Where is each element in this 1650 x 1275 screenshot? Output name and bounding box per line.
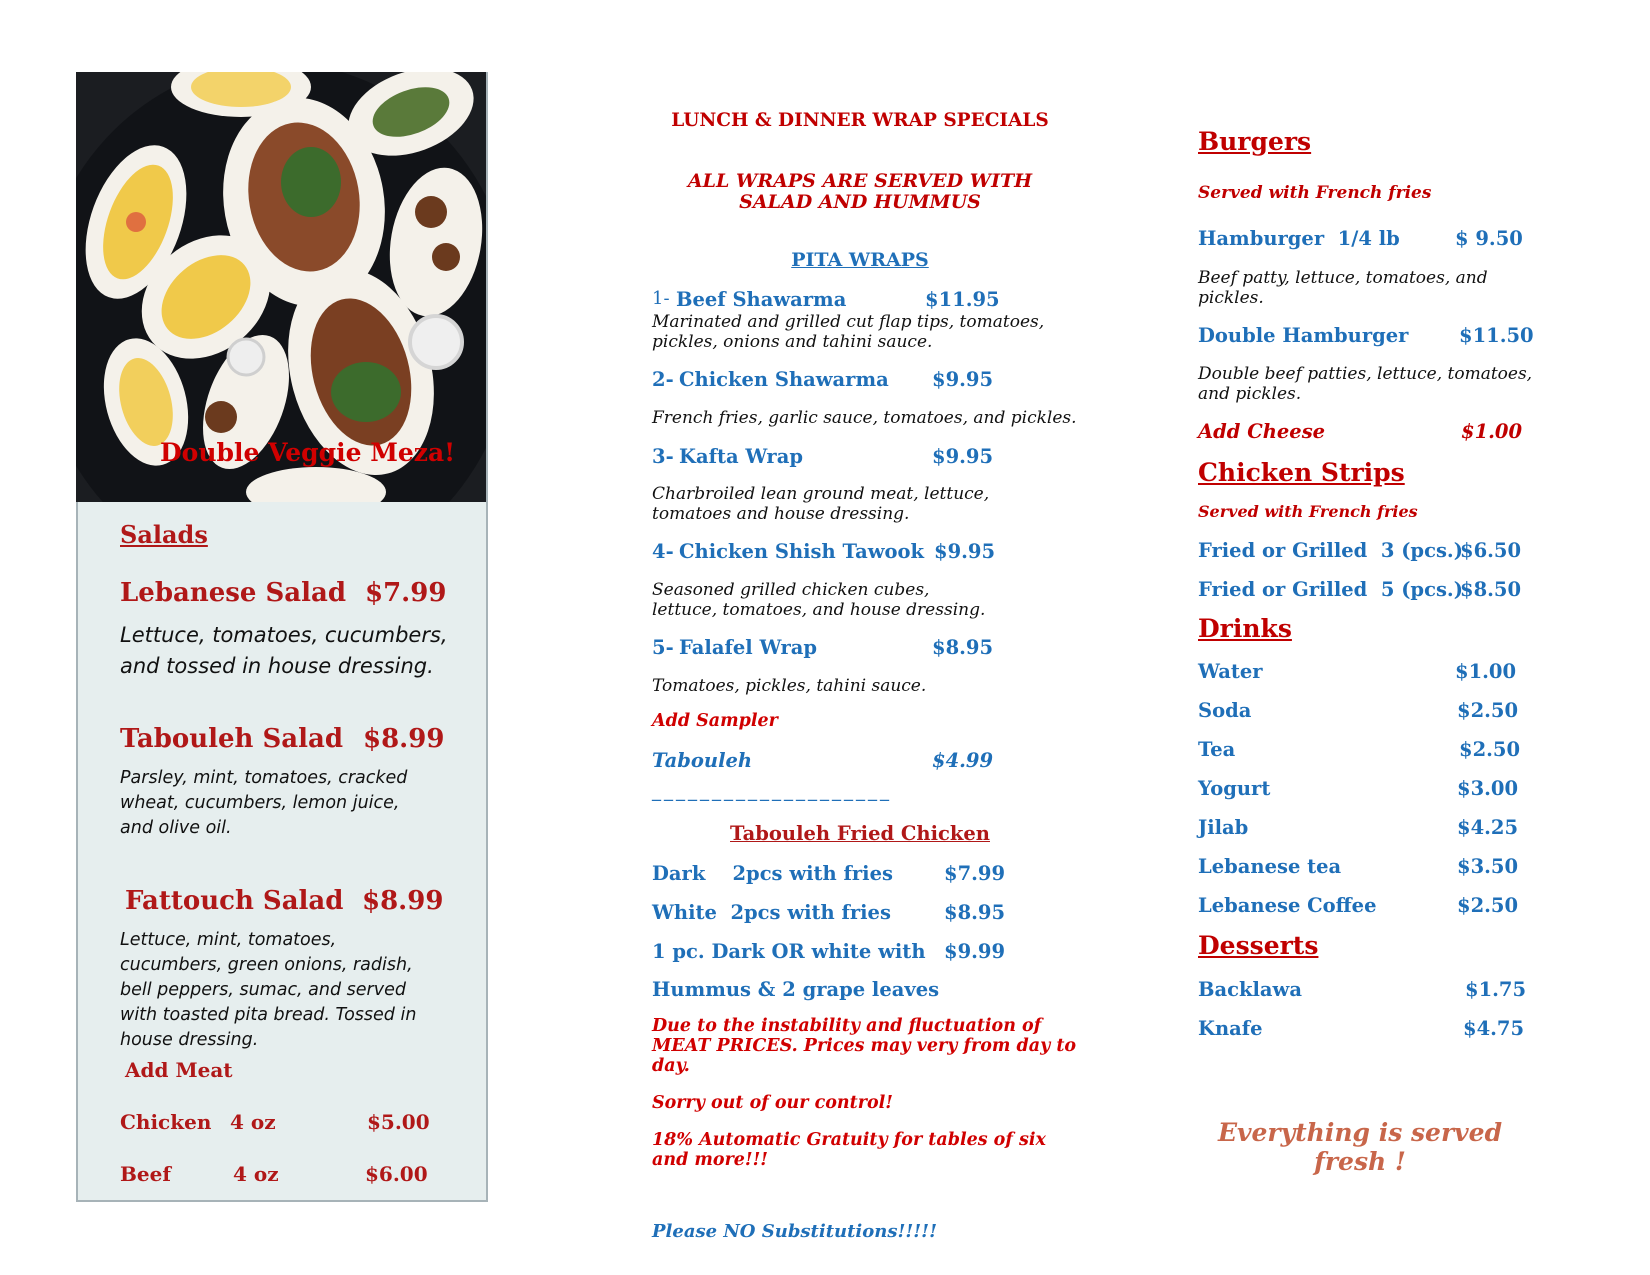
drink-lebanese-tea-price: $3.50 bbox=[1457, 855, 1519, 878]
center-subtitle-line2: SALAD AND HUMMUS bbox=[739, 191, 981, 213]
drink-jilab-price: $4.25 bbox=[1457, 816, 1519, 839]
add-chicken-price: $5.00 bbox=[367, 1110, 430, 1134]
wrap-5-price: $8.95 bbox=[932, 636, 994, 659]
fried-combo-name: 1 pc. Dark OR white with bbox=[652, 940, 926, 963]
drink-tea-name: Tea bbox=[1198, 738, 1236, 761]
pita-wraps-heading: PITA WRAPS bbox=[791, 249, 929, 271]
drink-yogurt-name: Yogurt bbox=[1198, 777, 1271, 800]
meat-price-notice: Due to the instability and fluctuation of MEAT PRICES. Prices may very from day to day. bbox=[652, 1016, 1077, 1076]
strips-5-name: Fried or Grilled 5 (pcs.) bbox=[1198, 578, 1463, 601]
fried-chicken-heading: Tabouleh Fried Chicken bbox=[730, 822, 990, 845]
fattouch-salad-name: Fattouch Salad bbox=[125, 886, 344, 916]
photo-caption: Double Veggie Meza! bbox=[160, 438, 456, 467]
strips-3-name: Fried or Grilled 3 (pcs.) bbox=[1198, 539, 1463, 562]
wrap-2-desc: French fries, garlic sauce, tomatoes, and pickles. bbox=[652, 408, 1077, 428]
gratuity-notice: 18% Automatic Gratuity for tables of six and more!!! bbox=[652, 1130, 1046, 1170]
fried-combo-line2: Hummus & 2 grape leaves bbox=[652, 978, 940, 1001]
dessert-knafe-price: $4.75 bbox=[1463, 1017, 1525, 1040]
dessert-backlawa-price: $1.75 bbox=[1465, 978, 1527, 1001]
fried-dark-name: Dark 2pcs with fries bbox=[652, 862, 893, 885]
wrap-4-num: 4- bbox=[652, 540, 674, 563]
lebanese-salad-price: $7.99 bbox=[365, 578, 447, 608]
wrap-2-num: 2- bbox=[652, 368, 674, 391]
desserts-heading: Desserts bbox=[1198, 931, 1319, 960]
fried-white-price: $8.95 bbox=[944, 901, 1006, 924]
add-cheese-label: Add Cheese bbox=[1198, 420, 1326, 443]
sampler-item: Tabouleh bbox=[652, 749, 753, 772]
add-chicken-name: Chicken bbox=[120, 1110, 212, 1134]
wrap-4-desc: Seasoned grilled chicken cubes, lettuce, tomatoes, and house dressing. bbox=[652, 580, 986, 620]
wrap-1-num: 1- bbox=[652, 288, 670, 309]
add-chicken-qty: 4 oz bbox=[230, 1110, 276, 1134]
lebanese-salad-name: Lebanese Salad bbox=[120, 578, 347, 608]
fried-dark-price: $7.99 bbox=[944, 862, 1006, 885]
double-hamburger-desc: Double beef patties, lettuce, tomatoes, and pickles. bbox=[1198, 364, 1533, 404]
drink-soda-price: $2.50 bbox=[1457, 699, 1519, 722]
drink-water-price: $1.00 bbox=[1455, 660, 1517, 683]
drink-jilab-name: Jilab bbox=[1198, 816, 1249, 839]
hamburger-name: Hamburger 1/4 lb bbox=[1198, 227, 1400, 250]
wrap-5-num: 5- bbox=[652, 636, 674, 659]
sorry-notice: Sorry out of our control! bbox=[652, 1093, 893, 1113]
salads-heading: Salads bbox=[120, 520, 208, 549]
sampler-price: $4.99 bbox=[932, 749, 994, 772]
drink-tea-price: $2.50 bbox=[1459, 738, 1521, 761]
wrap-2-price: $9.95 bbox=[932, 368, 994, 391]
wrap-1-price: $11.95 bbox=[925, 288, 1000, 311]
chicken-strips-heading: Chicken Strips bbox=[1198, 458, 1405, 487]
strips-3-price: $6.50 bbox=[1460, 539, 1522, 562]
drink-yogurt-price: $3.00 bbox=[1457, 777, 1519, 800]
divider-line: ____________________ bbox=[652, 781, 892, 802]
lebanese-salad-desc: Lettuce, tomatoes, cucumbers, and tossed in house dressing. bbox=[120, 623, 448, 678]
wrap-4-name: Chicken Shish Tawook bbox=[679, 540, 925, 563]
wrap-4-price: $9.95 bbox=[934, 540, 996, 563]
double-hamburger-price: $11.50 bbox=[1459, 324, 1534, 347]
drink-water-name: Water bbox=[1198, 660, 1263, 683]
drinks-heading: Drinks bbox=[1198, 614, 1292, 643]
served-fresh-line2: fresh ! bbox=[1314, 1147, 1406, 1176]
tabouleh-salad-name: Tabouleh Salad bbox=[120, 724, 344, 754]
center-subtitle-line1: ALL WRAPS ARE SERVED WITH bbox=[687, 170, 1033, 192]
hamburger-price: $ 9.50 bbox=[1455, 227, 1523, 250]
drink-soda-name: Soda bbox=[1198, 699, 1252, 722]
drink-lebanese-coffee-name: Lebanese Coffee bbox=[1198, 894, 1377, 917]
wrap-5-desc: Tomatoes, pickles, tahini sauce. bbox=[652, 676, 927, 696]
add-beef-price: $6.00 bbox=[365, 1162, 428, 1186]
fattouch-salad-price: $8.99 bbox=[362, 886, 444, 916]
center-title: LUNCH & DINNER WRAP SPECIALS bbox=[671, 110, 1049, 131]
strips-5-price: $8.50 bbox=[1460, 578, 1522, 601]
add-cheese-price: $1.00 bbox=[1461, 420, 1523, 443]
drink-lebanese-coffee-price: $2.50 bbox=[1457, 894, 1519, 917]
add-sampler-label: Add Sampler bbox=[652, 711, 778, 731]
wrap-3-price: $9.95 bbox=[932, 445, 994, 468]
wrap-3-desc: Charbroiled lean ground meat, lettuce, tomatoes and house dressing. bbox=[652, 484, 990, 524]
strips-subheading: Served with French fries bbox=[1198, 502, 1418, 521]
fried-combo-price: $9.99 bbox=[944, 940, 1006, 963]
fattouch-salad-desc: Lettuce, mint, tomatoes, cucumbers, green onions, radish, bell peppers, sumac, and served with toasted pita bread. Tossed in house dressing. bbox=[120, 930, 417, 1050]
add-beef-qty: 4 oz bbox=[233, 1162, 279, 1186]
burgers-subheading: Served with French fries bbox=[1198, 183, 1432, 203]
dessert-backlawa-name: Backlawa bbox=[1198, 978, 1302, 1001]
wrap-1-desc: Marinated and grilled cut flap tips, tomatoes, pickles, onions and tahini sauce. bbox=[652, 312, 1045, 352]
wrap-2-name: Chicken Shawarma bbox=[679, 368, 889, 391]
wrap-3-num: 3- bbox=[652, 445, 674, 468]
add-beef-name: Beef bbox=[120, 1162, 171, 1186]
drink-lebanese-tea-name: Lebanese tea bbox=[1198, 855, 1342, 878]
hamburger-desc: Beef patty, lettuce, tomatoes, and pickles. bbox=[1198, 268, 1488, 308]
wrap-3-name: Kafta Wrap bbox=[679, 445, 803, 468]
tabouleh-salad-desc: Parsley, mint, tomatoes, cracked wheat, cucumbers, lemon juice, and olive oil. bbox=[120, 768, 408, 838]
double-hamburger-name: Double Hamburger bbox=[1198, 324, 1409, 347]
add-meat-heading: Add Meat bbox=[125, 1058, 233, 1082]
burgers-heading: Burgers bbox=[1198, 127, 1312, 156]
served-fresh-line1: Everything is served bbox=[1217, 1118, 1503, 1147]
tabouleh-salad-price: $8.99 bbox=[363, 724, 445, 754]
wrap-1-name: Beef Shawarma bbox=[676, 288, 847, 311]
no-substitutions: Please NO Substitutions!!!!! bbox=[652, 1221, 937, 1242]
fried-white-name: White 2pcs with fries bbox=[652, 901, 891, 924]
wrap-5-name: Falafel Wrap bbox=[679, 636, 818, 659]
dessert-knafe-name: Knafe bbox=[1198, 1017, 1263, 1040]
